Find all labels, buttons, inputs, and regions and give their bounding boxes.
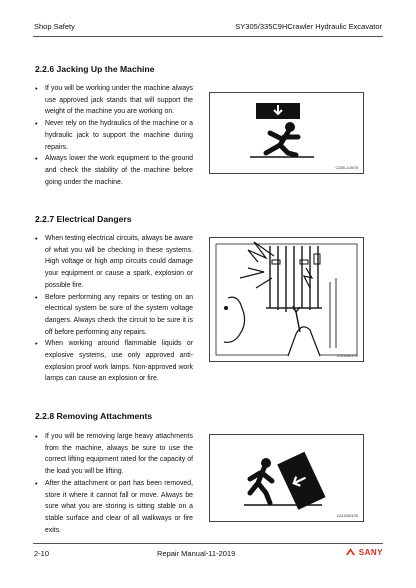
list-item: • Never rely on the hydraulics of the machine or a hydraulic jack to support the machine during repairs. [35, 118, 193, 153]
figure-code: CA1306210S [336, 514, 358, 518]
brand-name: SANY [358, 548, 383, 557]
footer-manual-title: Repair Manual-11-2019 [157, 549, 236, 558]
list-item: • If you will be working under the machine always use approved jack stands that will support the weight of the machine you are working on. [35, 83, 193, 118]
figure-falling-object-hazard [209, 434, 364, 522]
list-item: • After the attachment or part has been removed, store it where it cannot fall or move. Always be sure what you are storing is sitting stable on a stable surface and clear of all walkways or fire exits. [35, 478, 193, 537]
bullet-list-attachments [35, 431, 193, 536]
page-number: 2-10 [34, 549, 50, 558]
list-item: • Before performing any repairs or testing on an electrical system be sure of the system voltage dangers. Always check the circuit to be sure it is off before performing any repairs. [35, 292, 193, 339]
list-item: • When working around flammable liquids or explosive systems, use only approved anti-explosion proof work lamps. Non-approved work lamps can cause an explosion or fire. [35, 338, 193, 385]
section-title-jacking: 2.2.6 Jacking Up the Machine [35, 64, 155, 74]
figure-code: C235I-110078 [335, 166, 358, 170]
list-item: • When testing electrical circuits, always be aware of what you will be checking in these systems. High voltage or high amp circuits could damage your equipment or cause a spark, explosion or possible fire. [35, 233, 193, 292]
header-document-title: SY305/335C9HCrawler Hydraulic Excavator [235, 22, 382, 31]
page-footer [33, 543, 383, 564]
electrical-danger-illustration [210, 238, 363, 361]
bullet-list-jacking [35, 83, 193, 188]
page-header [33, 20, 383, 37]
crush-hazard-illustration [210, 93, 363, 173]
list-item: • If you will be removing large heavy attachments from the machine, always be sure to use the correct lifting equipment rated for the capacity of the load you will be lifting. [35, 431, 193, 478]
falling-object-illustration [210, 435, 363, 521]
figure-electrical-danger [209, 237, 364, 362]
bullet-list-electrical [35, 233, 193, 385]
section-title-electrical: 2.2.7 Electrical Dangers [35, 214, 132, 224]
sany-logo-icon [345, 547, 356, 558]
header-section-name: Shop Safety [34, 22, 75, 31]
figure-crush-hazard [209, 92, 364, 174]
list-item: • Always lower the work equipment to the ground and check the stability of the machine before going under the machine. [35, 153, 193, 188]
figure-code: CA1306210S [336, 354, 358, 358]
brand-logo [345, 547, 383, 558]
section-title-attachments: 2.2.8 Removing Attachments [35, 411, 153, 421]
